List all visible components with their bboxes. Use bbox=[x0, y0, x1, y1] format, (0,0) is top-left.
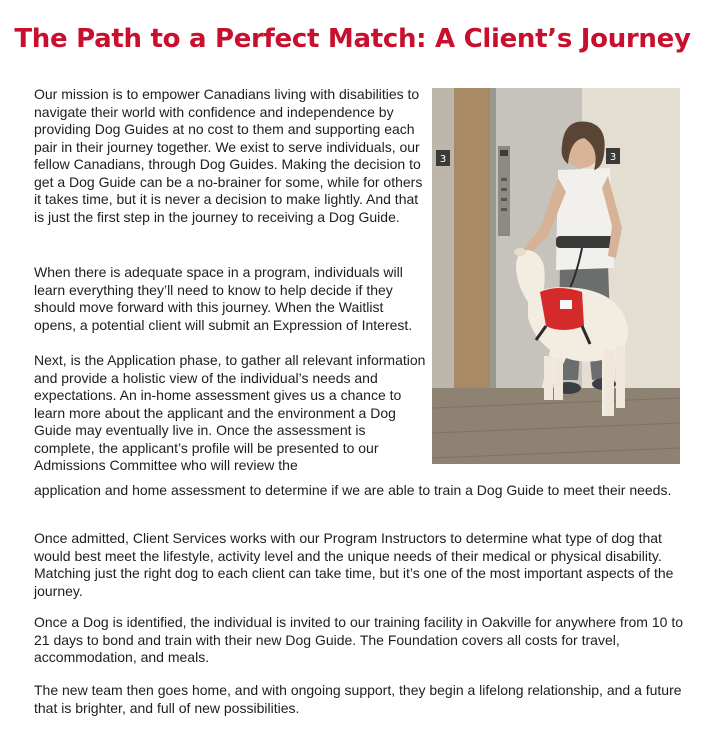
paragraph-client-services: Once admitted, Client Services works with our Program Instructors to determine what type of dog that would best meet the lifestyle, activity level and the unique needs of their medical or physical disability. Matching just the right dog to each client can take time, but it’s one of the most important aspects of the journey. bbox=[34, 530, 674, 599]
page-title: The Path to a Perfect Match: A Client’s Journey bbox=[14, 24, 691, 54]
paragraph-application-continued: application and home assessment to determine if we are able to train a Dog Guide to meet their needs. bbox=[34, 482, 672, 498]
photo-woman-with-dog-guide-at-elevator bbox=[432, 88, 680, 464]
paragraph-waitlist: When there is adequate space in a program, individuals will learn everything they’ll need to know to help decide if they should move forward with this journey. When the Waitlist opens, a potential client will submit an Expression of Interest. bbox=[34, 264, 413, 333]
paragraph-training-facility: Once a Dog is identified, the individual is invited to our training facility in Oakville for anywhere from 10 to 21 days to bond and train with their new Dog Guide. The Foundation covers all costs for travel, accommodation, and meals. bbox=[34, 614, 683, 665]
paragraph-new-team: The new team then goes home, and with ongoing support, they begin a lifelong relationship, and a future that is brighter, and full of new possibilities. bbox=[34, 682, 682, 716]
floor-number-left: 3 bbox=[439, 154, 447, 165]
paragraph-mission: Our mission is to empower Canadians living with disabilities to navigate their world with confidence and independence by providing Dog Guides at no cost to them and supporting each pair in their journey together. We exist to serve individuals, our fellow Canadians, through Dog Guides. Making the decision to get a Dog Guide can be a no-brainer for some, while for others it takes time, but it is never a decision to make lightly. And that is just the first step in the journey to receiving a Dog Guide. bbox=[34, 86, 423, 225]
floor-number-right: 3 bbox=[609, 152, 617, 163]
paragraph-application-narrow: Next, is the Application phase, to gather all relevant information and provide a holistic view of the individual’s needs and expectations. An in-home assessment gives us a chance to learn more about the applicant and the environment a Dog Guide may eventually live in. Once the assessment is complete, the applicant’s profile will be presented to our Admissions Committee who will review the bbox=[34, 352, 426, 473]
